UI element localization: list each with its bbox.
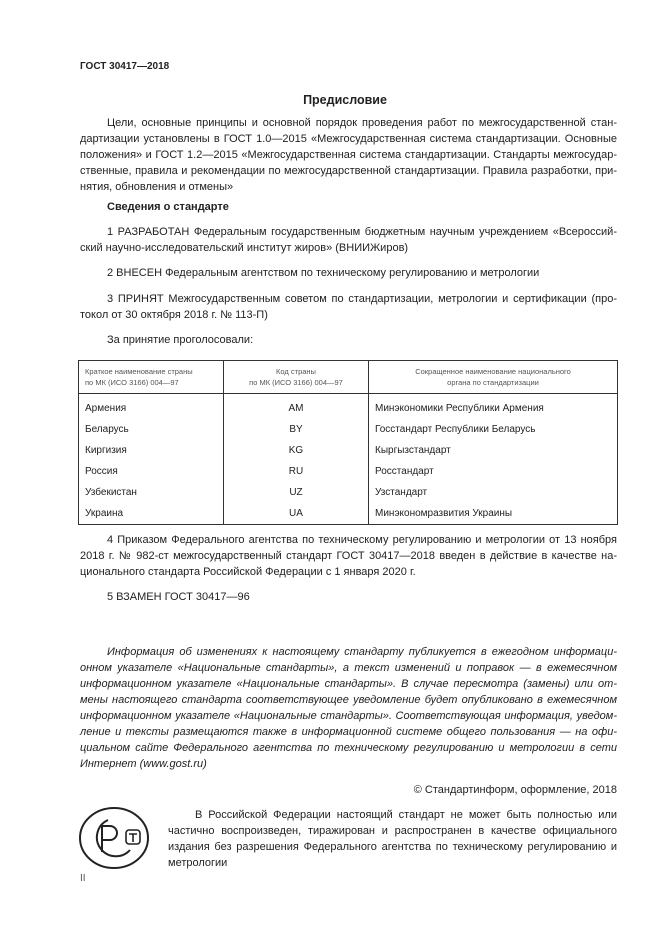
- code-cell: KG: [224, 440, 369, 461]
- info-paragraph: [80, 644, 617, 772]
- code-cell: UZ: [224, 482, 369, 503]
- text-line: дартизации установлены в ГОСТ 1.0—2015 «Межгосударственная система стандартизации. Основные: [80, 133, 617, 145]
- text-line: ление и тексты размещаются также в информационной системе общего пользования — на офи-: [80, 726, 617, 738]
- body-cell: Узстандарт: [369, 482, 618, 503]
- text-line: Интернет (www.gost.ru): [80, 758, 207, 770]
- item-1: [80, 224, 617, 256]
- table-header-row: [79, 361, 618, 394]
- text-line: 2018 г. № 982-ст межгосударственный стандарт ГОСТ 30417—2018 введен в действие в качестве на-: [80, 550, 617, 562]
- text-line: мены настоящего стандарта соответствующее уведомление будет опубликовано в ежемесячном: [80, 694, 617, 706]
- text-line: нятия, обновления и отмены»: [80, 181, 234, 193]
- text-line: метрологии: [168, 857, 228, 869]
- header-text: по МК (ИСО 3166) 004—97: [249, 378, 343, 387]
- header-text: Код страны: [276, 367, 316, 376]
- text-line: Цели, основные принципы и основной порядок проведения работ по межгосударственной стан-: [107, 117, 617, 129]
- table-row: [79, 482, 618, 503]
- body-cell: Минэкономразвития Украины: [369, 503, 618, 525]
- header-text: Краткое наименование страны: [85, 367, 193, 376]
- table-row: [79, 461, 618, 482]
- country-cell: Узбекистан: [79, 482, 224, 503]
- country-cell: Киргизия: [79, 440, 224, 461]
- code-cell: RU: [224, 461, 369, 482]
- copyright: © Стандартинформ, оформление, 2018: [413, 784, 617, 796]
- text-line: токол от 30 октября 2018 г. № 113-П): [80, 309, 268, 321]
- header-text: органа по стандартизации: [447, 378, 539, 387]
- text-line: 3 ПРИНЯТ Межгосударственным советом по стандартизации, метрологии и сертификации (про-: [107, 293, 617, 305]
- voted-label: За принятие проголосовали:: [107, 334, 254, 346]
- text-line: ский научно-исследовательский институт жиров» (ВНИИЖиров): [80, 242, 409, 254]
- body-cell: Минэкономики Республики Армения: [369, 394, 618, 420]
- page-number: II: [80, 873, 86, 884]
- item-4: [80, 532, 617, 580]
- text-line: В Российской Федерации настоящий стандарт не может быть полностью или: [195, 809, 617, 821]
- header-text: Сокращенное наименование национального: [415, 367, 571, 376]
- column-header: [79, 361, 224, 394]
- item-5: 5 ВЗАМЕН ГОСТ 30417—96: [107, 591, 250, 603]
- item-2: 2 ВНЕСЕН Федеральным агентством по техническому регулированию и метрологии: [107, 267, 540, 279]
- header-text: по МК (ИСО 3166) 004—97: [85, 378, 179, 387]
- country-cell: Россия: [79, 461, 224, 482]
- voting-table: [78, 360, 618, 525]
- text-line: положения» и ГОСТ 1.2—2015 «Межгосударственная система стандартизации. Стандарты межгосудар-: [80, 149, 617, 161]
- body-cell: Госстандарт Республики Беларусь: [369, 419, 618, 440]
- code-cell: AM: [224, 394, 369, 420]
- text-line: ственные, правила и рекомендации по межгосударственной стандартизации. Правила разработки, при-: [80, 165, 617, 177]
- table-row: [79, 503, 618, 525]
- table-row: [79, 440, 618, 461]
- text-line: информационном указателе «Национальные стандарты». Соответствующая информация, уведом-: [80, 710, 617, 722]
- country-cell: Украина: [79, 503, 224, 525]
- gost-r-logo-icon: [78, 806, 150, 870]
- text-line: 4 Приказом Федерального агентства по техническому регулированию и метрологии от 13 ноября: [107, 534, 617, 546]
- text-line: информационном указателе «Национальные стандарты». В случае пересмотра (замены) или от-: [80, 678, 617, 690]
- country-cell: Армения: [79, 394, 224, 420]
- code-cell: BY: [224, 419, 369, 440]
- text-line: ционального стандарта Российской Федерации с 1 января 2020 г.: [80, 566, 416, 578]
- document-header: ГОСТ 30417—2018: [80, 61, 170, 72]
- text-line: онном указателе «Национальные стандарты», а текст изменений и поправок — в ежемесячном: [80, 662, 617, 674]
- text-line: 1 РАЗРАБОТАН Федеральным государственным бюджетным научным учреждением «Всероссий-: [107, 226, 617, 238]
- item-3: [80, 291, 617, 323]
- body-cell: Кыргызстандарт: [369, 440, 618, 461]
- page-title: Предисловие: [303, 93, 387, 107]
- body-cell: Росстандарт: [369, 461, 618, 482]
- copyright-notice: [168, 807, 617, 871]
- text-line: циальном сайте Федерального агентства по техническому регулированию и метрологии в сети: [80, 742, 617, 754]
- text-line: издания без разрешения Федерального агентства по техническому регулированию и: [168, 841, 617, 853]
- code-cell: UA: [224, 503, 369, 525]
- text-line: Информация об изменениях к настоящему стандарту публикуется в ежегодном информаци-: [107, 646, 617, 658]
- text-line: частично воспроизведен, тиражирован и распространен в качестве официального: [168, 825, 617, 837]
- table-row: [79, 394, 618, 420]
- intro-paragraph: [80, 115, 617, 195]
- column-header: [369, 361, 618, 394]
- country-cell: Беларусь: [79, 419, 224, 440]
- column-header: [224, 361, 369, 394]
- table-row: [79, 419, 618, 440]
- section-title: Сведения о стандарте: [107, 201, 229, 213]
